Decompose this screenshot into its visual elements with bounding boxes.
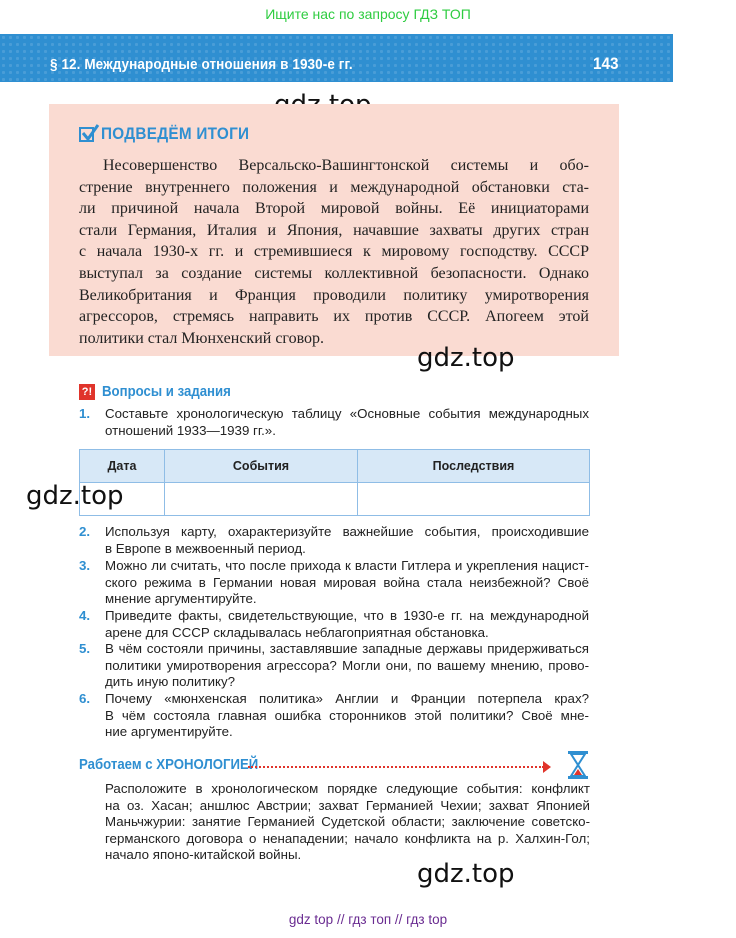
table-row: [80, 483, 590, 516]
chronology-table: [79, 449, 590, 516]
question-item: [79, 608, 589, 641]
summary-text: [79, 155, 589, 349]
table-cell: [358, 483, 590, 516]
question-line: Используя карту, охарактеризуйте важнейшие события, происходившие: [105, 524, 589, 539]
table-header-date: Дата: [80, 450, 165, 483]
question-number: 4.: [79, 608, 91, 623]
arrow-right-icon: [543, 761, 551, 773]
chronology-line: начало японо-китайской войны.: [105, 847, 302, 862]
question-item: [79, 406, 589, 439]
chronology-line: Расположите в хронологическом порядке следующие события: конфликт: [105, 781, 590, 796]
question-line: мнение аргументируйте.: [105, 591, 257, 606]
summary-line: стрение внутреннего положения и международной обстановки ста-: [79, 178, 589, 196]
footer-links[interactable]: gdz top // гдз топ // гдз top: [288, 912, 448, 927]
chronology-line: на оз. Хасан; аншлюс Австрии; захват Германией Чехии; захват Японией: [105, 797, 590, 813]
question-line: Приведите факты, свидетельствующие, что в 1930-е гг. на международной: [105, 608, 589, 623]
question-number: 1.: [79, 406, 91, 421]
question-number: 3.: [79, 558, 91, 573]
table-cell: [165, 483, 358, 516]
question-line: отношений 1933—1939 гг.».: [105, 422, 276, 438]
question-item: [79, 641, 589, 691]
question-line: дить иную политику?: [105, 674, 236, 689]
question-line: Почему «мюнхенская политика» Англии и Франции потерпела крах?: [105, 691, 589, 706]
top-banner[interactable]: Ищите нас по запросу ГДЗ ТОП: [265, 6, 471, 22]
chronology-text: [105, 781, 590, 864]
watermark: gdz.top: [26, 481, 124, 511]
summary-line: агрессоров, стремясь направить их против СССР. Апогеем этой: [79, 308, 589, 326]
section-title: § 12. Международные отношения в 1930-е гг.: [50, 56, 353, 73]
question-line: ского режима в Германии новая мировая война стала неизбежной? Своё: [105, 574, 589, 590]
watermark: gdz.top: [417, 343, 515, 373]
chronology-line: германского договора о ненападении; начало конфликта на р. Халхин-Гол;: [105, 830, 590, 846]
table-header-row: [80, 450, 590, 483]
question-number: 2.: [79, 524, 91, 539]
summary-heading: [79, 124, 266, 144]
summary-line: с начала 1930-х гг. и стремившиеся к мировому господству. СССР: [79, 243, 589, 261]
question-line: арене для СССР складывалась неблагоприятная обстановка.: [105, 624, 489, 640]
question-line: ние аргументируйте.: [105, 724, 233, 739]
table-header-events: События: [165, 450, 358, 483]
summary-line: стали Германия, Италия и Япония, начавшие захваты других стран: [79, 221, 589, 239]
question-number: 5.: [79, 641, 91, 656]
chronology-heading: [79, 756, 283, 773]
page-number: 143: [593, 54, 619, 73]
question-line: Можно ли считать, что после прихода к власти Гитлера и укрепления нацист-: [105, 558, 589, 573]
hourglass-icon: [566, 750, 590, 780]
chronology-title: Работаем с ХРОНОЛОГИЕЙ: [79, 756, 259, 773]
questions-heading: [79, 383, 248, 400]
summary-title: ПОДВЕДЁМ ИТОГИ: [101, 124, 250, 143]
checkbox-icon: [79, 127, 94, 142]
summary-line: политики стал Мюнхенский сговор.: [79, 329, 325, 347]
question-line: в Европе в межвоенный период.: [105, 540, 306, 556]
question-number: 6.: [79, 691, 91, 706]
summary-line: Несовершенство Версальско-Вашингтонской системы и обо-: [103, 157, 589, 174]
question-line: Составьте хронологическую таблицу «Основные события международных: [105, 406, 589, 421]
summary-line: Великобритания и Франция проводили политику умиротворения: [79, 286, 589, 304]
dotted-line: [248, 766, 544, 768]
summary-line: выступал за создание системы коллективной безопасности. Однако: [79, 264, 589, 282]
question-item: [79, 691, 589, 741]
chronology-line: Маньчжурии: занятие Германией Судетской области; заключение советско-: [105, 814, 590, 829]
table-header-consequences: Последствия: [358, 450, 590, 483]
watermark: gdz.top: [417, 859, 515, 889]
question-item: [79, 524, 589, 557]
question-line: политики умиротворения агрессора? Могли они, по вашему мнению, прово-: [105, 657, 589, 673]
question-line: В чём состояли причины, заставлявшие западные державы придерживаться: [105, 641, 589, 656]
question-exclamation-icon: ?!: [79, 384, 95, 400]
question-item: [79, 558, 589, 608]
questions-title: Вопросы и задания: [102, 383, 231, 400]
summary-line: ли причиной начала Второй мировой войны. Её инициаторами: [79, 200, 589, 218]
question-line: В чём состояла главная ошибка сторонников этой политики? Своё мне-: [105, 707, 589, 723]
